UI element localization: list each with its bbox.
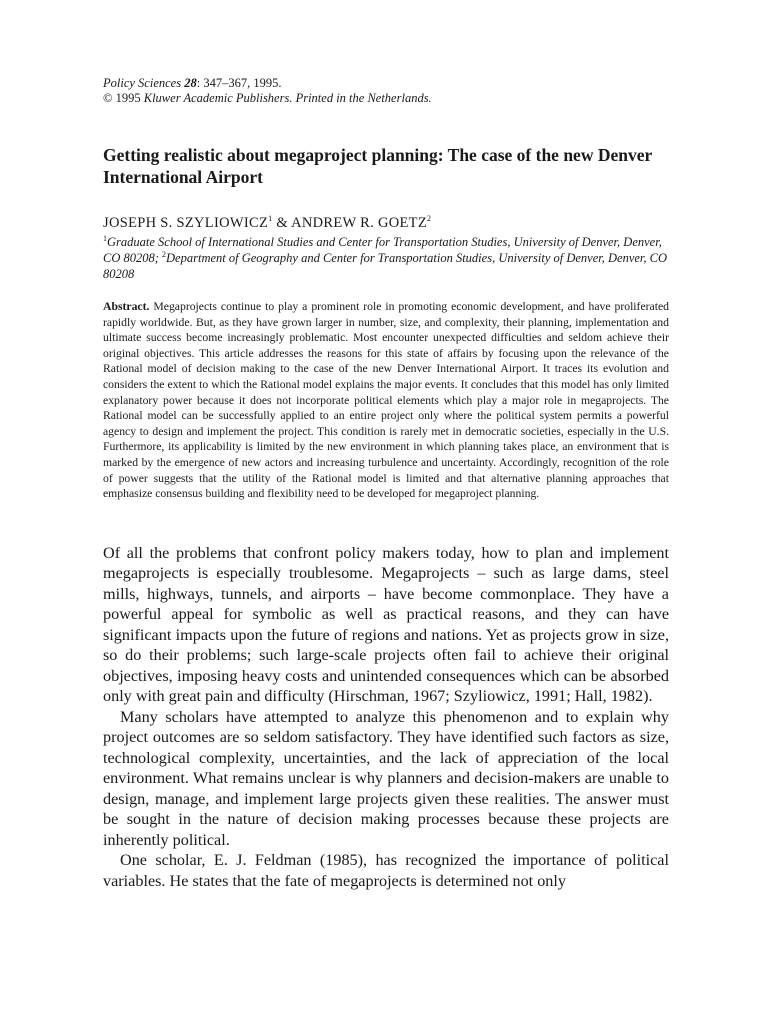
citation-header: [103, 76, 669, 106]
affiliation-1-mark: 1: [103, 233, 107, 243]
body-paragraph-3: One scholar, E. J. Feldman (1985), has recognized the importance of political variables. He states that the fate of megaprojects is determined not only: [103, 851, 669, 890]
article-title: Getting realistic about megaproject planning: The case of the new Denver International Airport: [103, 145, 652, 187]
affiliation-2: Department of Geography and Center for Transportation Studies, University of Denver, Denver, CO 80208: [103, 251, 668, 281]
affiliation-1: Graduate School of International Studies and Center for Transportation Studies, University of Denver, Denver, CO 80208;: [103, 235, 662, 265]
page-range: : 347–367, 1995.: [196, 76, 282, 90]
journal-page: [103, 76, 669, 891]
abstract-text: Megaprojects continue to play a prominent role in promoting economic development, and have proliferated rapidly worldwide. But, as they have grown larger in number, size, and complexity, their planning, implementation and ultimate success become increasingly problematic. Most encounter unexpected difficulties and seldom achieve their original objectives. This article addresses the reasons for this state of affairs by focusing upon the relevance of the Rational model of decision making to the case of the new Denver International Airport. It traces its evolution and considers the extent to which the Rational model explains the major events. It concludes that this model has only limited explanatory power because it does not incorporate political elements which play a major role in megaprojects. The Rational model can be successfully applied to an entire project only where the political system permits a powerful agency to design and implement the project. This condition is rarely met in democratic societies, especially in the U.S. Furthermore, its applicability is limited by the new environment in which planning takes place, an environment that is marked by the emergence of new actors and increasing turbulence and uncertainty. Accordingly, recognition of the role of power suggests that the utility of the Rational model is limited and that alternative planning approaches that emphasize consensus building and flexibility need to be developed for megaproject planning.: [103, 300, 669, 501]
author-1-footnote-mark: 1: [268, 214, 273, 224]
copyright-line: [103, 91, 669, 106]
body-text: [103, 543, 669, 892]
publisher-note: Kluwer Academic Publishers. Printed in the Netherlands.: [143, 91, 432, 105]
body-paragraph-1: Of all the problems that confront policy makers today, how to plan and implement megaprojects is especially troublesome. Megaprojects – such as large dams, steel mills, highways, tunnels, and airports – have become commonplace. They have a powerful appeal for symbolic as well as practical reasons, and they can have significant impacts upon the future of regions and nations. Yet as projects grow in size, so do their problems; such large-scale projects often fail to achieve their original objectives, imposing heavy costs and unintended consequences which can be absorbed only with great pain and difficulty (Hirschman, 1967; Szyliowicz, 1991; Hall, 1982).: [103, 543, 669, 706]
copyright-year: 1995: [112, 91, 141, 105]
author-line: [103, 214, 669, 232]
abstract-label: Abstract.: [103, 300, 150, 313]
affiliations: [103, 234, 669, 282]
abstract: [103, 299, 669, 502]
author-2-footnote-mark: 2: [427, 214, 432, 224]
volume-number: 28: [184, 76, 197, 90]
author-separator: &: [272, 215, 292, 231]
body-paragraph-2: Many scholars have attempted to analyze this phenomenon and to explain why project outcomes are so seldom satisfactory. They have identified such factors as size, technological complexity, uncertainties, and the lack of appreciation of the local environment. What remains unclear is why planners and decision-makers are unable to design, manage, and implement large projects given these realities. The answer must be sought in the nature of decision making processes because these projects are inherently political.: [103, 707, 669, 849]
copyright-symbol: ©: [103, 91, 113, 105]
author-1: JOSEPH S. SZYLIOWICZ: [103, 215, 269, 231]
citation-line: [103, 76, 669, 91]
journal-name: Policy Sciences: [103, 76, 182, 90]
author-2: ANDREW R. GOETZ: [291, 215, 427, 231]
affiliation-2-mark: 2: [162, 249, 167, 259]
